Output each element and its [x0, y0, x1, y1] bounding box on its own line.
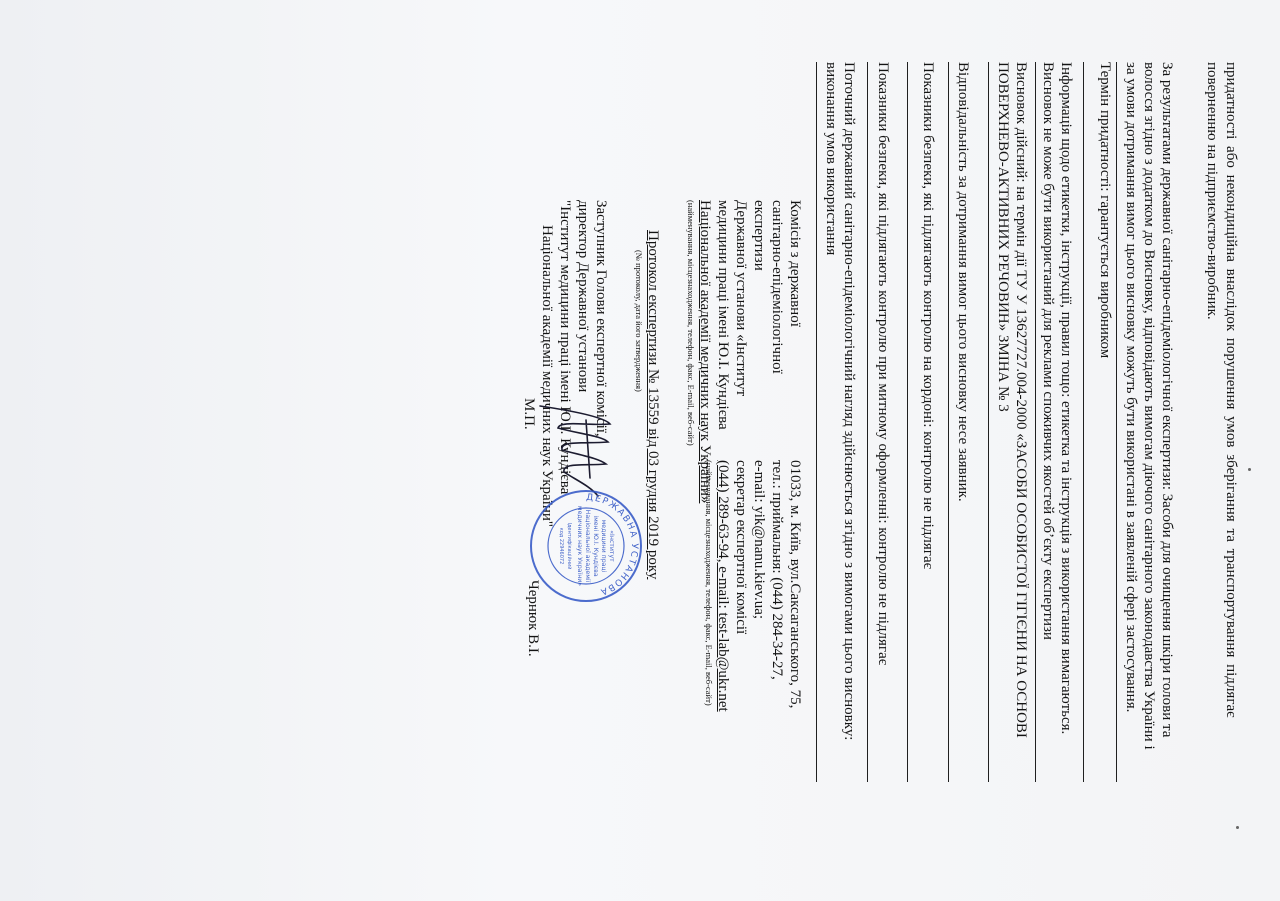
conclusion-line-2: волосся згідно з додатком до Висновку, відповідають вимогам діючого санітарного законодавства України і	[1141, 62, 1157, 750]
protocol-caption: (№ протоколу, дата його затвердження)	[634, 250, 644, 392]
stamp-ring-text: ДЕРЖАВНА УСТАНОВА	[585, 492, 640, 597]
supervision-line-2: виконання умов використання	[823, 62, 839, 256]
header-line-2: поверненню на підприємство-виробник.	[1204, 62, 1220, 320]
commission-left-6: Національної академії медичних наук України»	[697, 200, 713, 504]
validity-line-1: Висновок дійсний: на термін дії ТУ У 13627727.004-2000 «ЗАСОБИ ОСОБИСТОЇ ГІГІЄНИ НА ОСНОВІ	[1013, 62, 1029, 738]
divider	[948, 62, 949, 782]
divider	[816, 62, 817, 782]
signatory-line-1: Заступник Голови експертної комісії,	[593, 200, 609, 437]
labeling-line-2: Висновок не може бути використаний для реклами споживчих якостей об’єкту експертизи	[1040, 62, 1056, 640]
stamp-line-3: імені Ю.І. Кундієва	[592, 515, 599, 577]
stamp-line-6: Ідентифікаційний	[566, 522, 572, 570]
stamp-line-2: медицини праці	[600, 519, 607, 573]
term-of-validity: Термін придатності: гарантується виробником	[1097, 62, 1113, 359]
stamp-line-4: Національної академії	[584, 509, 591, 583]
commission-right-1: 01033, м. Київ, вул.Саксаганського, 75,	[787, 460, 803, 709]
stamp-place-mark: М.П.	[521, 398, 537, 430]
signatory-line-2: директор Державної установи	[575, 200, 591, 393]
paper-speck	[1236, 826, 1239, 829]
signatory-line-4: Національної академії медичних наук України"	[539, 225, 555, 528]
commission-right-3: e-mail: yik@nanu.kiev.ua;	[751, 460, 767, 620]
commission-left-2: санітарно-епідеміологічної	[769, 200, 785, 374]
commission-right-5: (044) 289-63-94, e-mail: test-lab@ukr.net	[715, 460, 731, 712]
paper-speck	[1248, 468, 1251, 471]
conclusion-line-3: за умови дотримання вимог цього висновку можуть бути використані в заявленій сфері застосування.	[1123, 62, 1139, 713]
divider	[1116, 62, 1117, 782]
header-line-1: придатності або некондиційна внаслідок порушення умов зберігання та транспортування підлягає	[1223, 62, 1239, 718]
commission-right-4: секретар експертної комісії	[733, 460, 749, 635]
commission-left-3: експертизи	[751, 200, 767, 271]
commission-left-caption: (найменування, місцезнаходження, телефон, факс, E-mail, веб-сайт)	[686, 200, 696, 446]
signatory-name: Чернюк В.І.	[525, 580, 541, 657]
stamp-line-1: «Інститут	[608, 530, 615, 562]
signatory-line-3: "Інститут медицини праці імені Ю.І. Кундієва	[557, 200, 573, 495]
stamp-line-7: код 22946072	[558, 527, 564, 565]
customs-control: Показники безпеки, які підлягають контролю при митному оформленні: контролю не підлягає	[875, 62, 891, 666]
labeling-line-1: Інформація щодо етикетки, інструкції, правил тощо: етикетка та інструкція з використання вимагаються.	[1058, 62, 1074, 735]
protocol-number: Протокол експертизи № 13559 від 03 грудня 2019 року	[645, 230, 661, 580]
border-control: Показники безпеки, які підлягають контролю на кордоні: контролю не підлягає	[920, 62, 936, 570]
divider	[1035, 62, 1036, 782]
validity-line-2: ПОВЕРХНЕВО-АКТИВНИХ РЕЧОВИН» ЗМІНА № 3	[995, 62, 1011, 412]
commission-left-1: Комісія з державної	[787, 200, 803, 327]
commission-left-5: медицини праці імені Ю.І. Кундієва	[715, 200, 731, 430]
commission-left-4: Державної установи «Інститут	[733, 200, 749, 397]
commission-right-caption: (найменування, місцезнаходження, телефон, факс, E-mail, веб-сайт)	[704, 460, 714, 706]
commission-right-2: тел.: приймальня: (044) 284-34-27,	[769, 460, 785, 680]
responsibility: Відповідальність за дотримання вимог цього висновку несе заявник.	[955, 62, 971, 502]
official-stamp	[528, 488, 644, 604]
conclusion-line-1: За результатами державної санітарно-епідеміологічної експертизи: Засоби для очищення шкіри голови та	[1159, 62, 1175, 738]
divider	[988, 62, 989, 782]
divider	[907, 62, 908, 782]
divider	[1083, 62, 1084, 782]
stamp-line-5: медичних наук України»	[576, 505, 583, 587]
supervision-line-1: Поточний державний санітарно-епідеміологічний нагляд здійснюється згідно з вимогами цього висновку:	[841, 62, 857, 741]
divider	[867, 62, 868, 782]
